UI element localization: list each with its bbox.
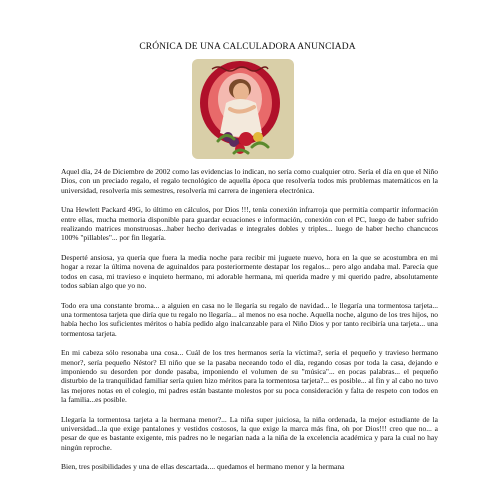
child-robe <box>220 99 262 137</box>
holy-child-card-image <box>188 57 298 163</box>
paragraph: Una Hewlett Packard 49G, lo último en cálculos, por Dios !!!, tenía conexión infrarroja que permitía compartir información entre ellas, mucha memoria disponible para guardar ecuaciones e información, conexión con el PC, luego de haber sufrido realizando matrices monstruosas...haber hecho derivadas e integrales dobles y triples... luego de haber hecho chancucos 100% "pillables"... por fin llegaría. <box>61 205 438 243</box>
paragraph: Llegaría la tormentosa tarjeta a la hermana menor?... La niña super juiciosa, la niña ordenada, la mejor estudiante de la universidad...la que exige pantalones y vestidos costosos, la que exige la marca más fina, oh por Dios!!! creo que no... a pesar de que es bastante exigente, mis padres no le negarían nada a la niña de la excelencia académica y para la cual no hay ningún reproche. <box>61 414 438 452</box>
fruit-pear <box>253 132 263 142</box>
paragraph: En mi cabeza sólo resonaba una cosa... Cuál de los tres hermanos sería la víctima?, sería el pequeño y travieso hermano menor?, sería pequeño Néstor? El niño que se la pasaba neceando todo el día, regando cosas por toda la casa, dejando e imponiendo su desorden por donde pasaba, imponiendo el volumen de su "música"... en pocas palabras... el pequeño disturbio de la tranquilidad familiar sería quien hizo méritos para la tormentosa tarjeta?... es posible... al fin y al cabo no tuvo las mejores notas en el colegio, mi padres están bastante molestos por su poca consideración y falta de respeto con todos en la familia...es posible. <box>61 348 438 404</box>
paragraph: Aquel día, 24 de Diciembre de 2002 como las evidencias lo indican, no sería como cualquier otro. Sería el día en que el Niño Dios, con un preciado regalo, el regalo tecnológico de aquella época que resolvería todos mis problemas matemáticos en la universidad, resolvería mis semestres, resolvería mi carrera de ingeniera electrónica. <box>61 167 438 195</box>
child-face <box>233 83 249 101</box>
document-title: CRÓNICA DE UNA CALCULADORA ANUNCIADA <box>139 42 356 52</box>
paragraph: Desperté ansiosa, ya quería que fuera la media noche para recibir mi juguete nuevo, hora en la que se acostumbra en mi hogar a rezar la última novena de aguinaldos para posteriormente destapar los regalos... pero algo andaba mal. Parecía que todos en casa, mi travieso e inquieto hermano, mi adorable hermana, mi querida madre y mi querido padre, absolutamente todos sabían algo que yo no. <box>61 253 438 290</box>
paragraph: Todo era una constante broma... a alguien en casa no le llegaría su regalo de navidad... le llegaría una tormentosa tarjeta... una tormentosa tarjeta que diría que tu regalo no llegaría... al menos no esa noche. Aquella noche, alguno de los tres hijos, no había hecho los suficientes méritos o había pedido algo inalcanzable para el Niño Dios y por tanto recibiría una tarjeta... una tormentosa tarjeta. <box>61 300 438 338</box>
paragraph: Bien, tres posibilidades y una de ellas descartada.... quedamos el hermano menor y la hermana <box>61 462 345 472</box>
document-body <box>61 167 438 482</box>
fruit-apple <box>239 132 253 146</box>
